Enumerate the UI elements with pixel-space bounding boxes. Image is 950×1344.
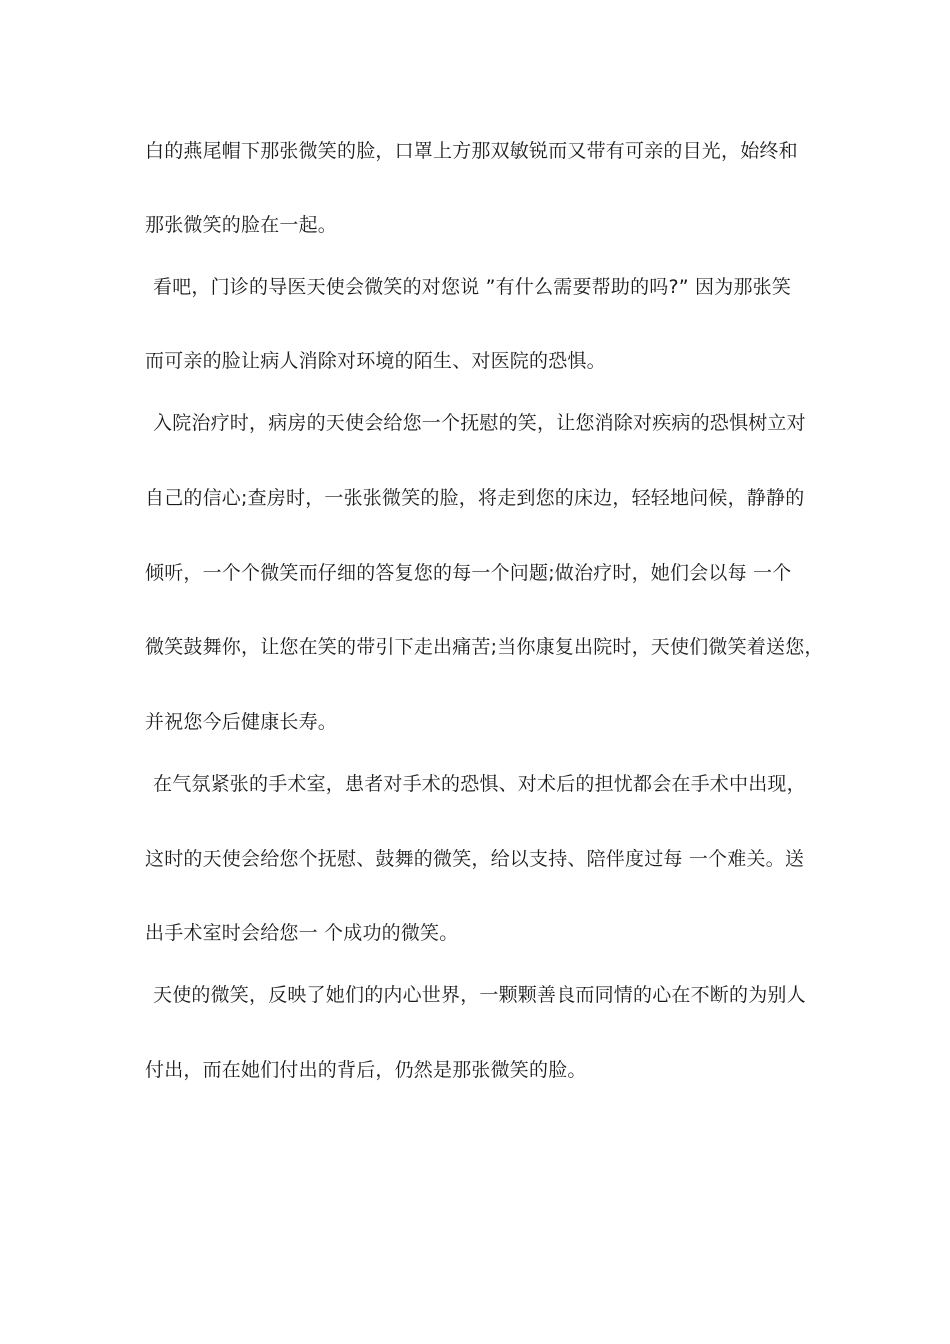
- text-line: 这时的天使会给您个抚慰、鼓舞的微笑，给以支持、陪伴度过每 一个难关。送: [145, 848, 805, 870]
- text-line: 那张微笑的脸在一起。: [145, 214, 338, 236]
- text-line: 白的燕尾帽下那张微笑的脸，口罩上方那双敏锐而又带有可亲的目光，始终和: [145, 140, 798, 162]
- text-line: 而可亲的脸让病人消除对环境的陌生、对医院的恐惧。: [145, 350, 606, 372]
- text-line: 自己的信心;查房时，一张张微笑的脸，将走到您的床边，轻轻地问候，静静的: [145, 487, 805, 509]
- text-line: 付出，而在她们付出的背后，仍然是那张微笑的脸。: [145, 1059, 587, 1081]
- text-line: 出手术室时会给您一 个成功的微笑。: [145, 922, 459, 944]
- paragraph-start-line: 天使的微笑，反映了她们的内心世界，一颗颗善良而同情的心在不断的为别人: [153, 984, 806, 1006]
- paragraph-start-line: 在气氛紧张的手术室，患者对手术的恐惧、对术后的担忧都会在手术中出现，: [153, 773, 806, 795]
- paragraph-start-line: 看吧，门诊的导医天使会微笑的对您说 ”有什么需要帮助的吗?” 因为那张笑: [153, 276, 792, 298]
- paragraph-start-line: 入院治疗时，病房的天使会给您一个抚慰的笑，让您消除对疾病的恐惧树立对: [153, 412, 806, 434]
- text-line: 并祝您今后健康长寿。: [145, 711, 338, 733]
- text-line: 微笑鼓舞你，让您在笑的带引下走出痛苦;当你康复出院时，天使们微笑着送您，: [145, 636, 824, 658]
- text-line: 倾听，一个个微笑而仔细的答复您的每一个问题;做治疗时，她们会以每 一个: [145, 562, 792, 584]
